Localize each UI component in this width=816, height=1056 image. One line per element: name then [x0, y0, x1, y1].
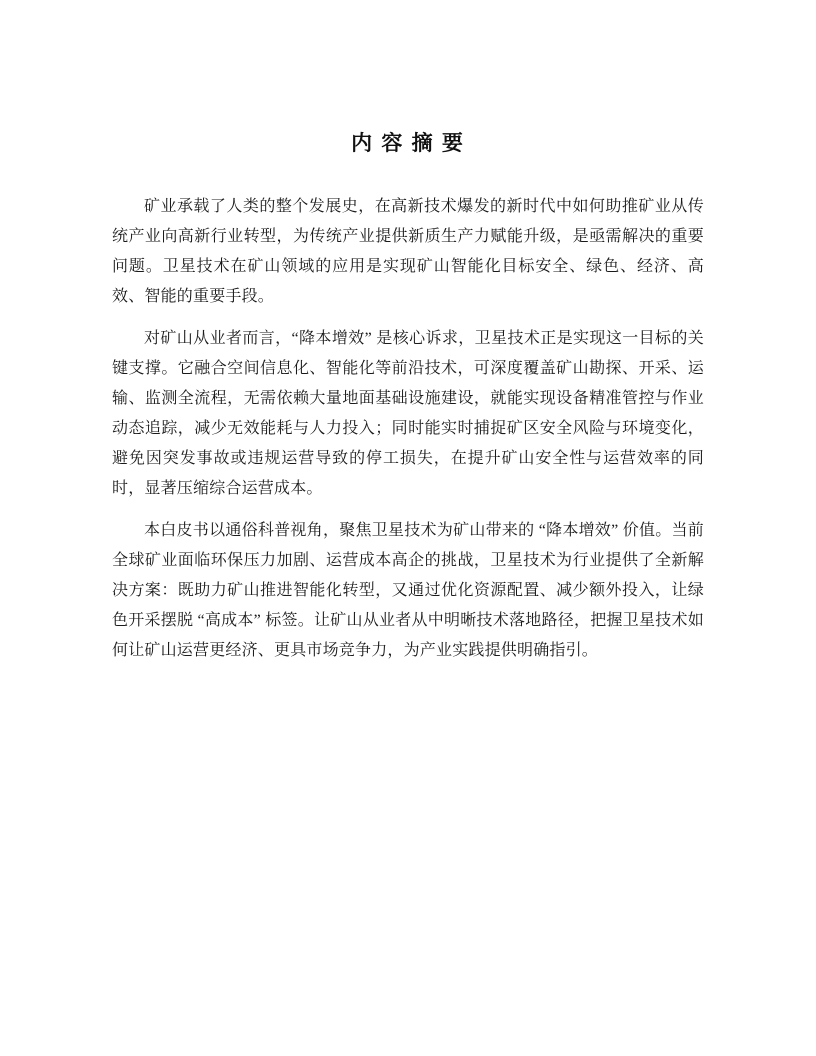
abstract-paragraph-2: 对矿山从业者而言，“降本增效” 是核心诉求，卫星技术正是实现这一目标的关键支撑。它融合空间信息化、智能化等前沿技术，可深度覆盖矿山勘探、开采、运输、监测全流程，无需依赖大量地面基础设施建设，就能实现设备精准管控与作业动态追踪，减少无效能耗与人力投入；同时能实时捕捉矿区安全风险与环境变化，避免因突发事故或违规运营导致的停工损失，在提升矿山安全性与运营效率的同时，显著压缩综合运营成本。 — [112, 330, 704, 497]
abstract-body — [112, 192, 704, 666]
abstract-paragraph-3: 本白皮书以通俗科普视角，聚焦卫星技术为矿山带来的 “降本增效” 价值。当前全球矿业面临环保压力加剧、运营成本高企的挑战，卫星技术为行业提供了全新解决方案：既助力矿山推进智能化转型，又通过优化资源配置、减少额外投入，让绿色开采摆脱 “高成本” 标签。让矿山从业者从中明晰技术落地路径，把握卫星技术如何让矿山运营更经济、更具市场竞争力，为产业实践提供明确指引。 — [112, 522, 704, 659]
page-title: 内 容 摘 要 — [351, 131, 465, 155]
abstract-paragraph-1: 矿业承载了人类的整个发展史，在高新技术爆发的新时代中如何助推矿业从传统产业向高新行业转型，为传统产业提供新质生产力赋能升级，是亟需解决的重要问题。卫星技术在矿山领域的应用是实现矿山智能化目标安全、绿色、经济、高效、智能的重要手段。 — [112, 198, 704, 305]
